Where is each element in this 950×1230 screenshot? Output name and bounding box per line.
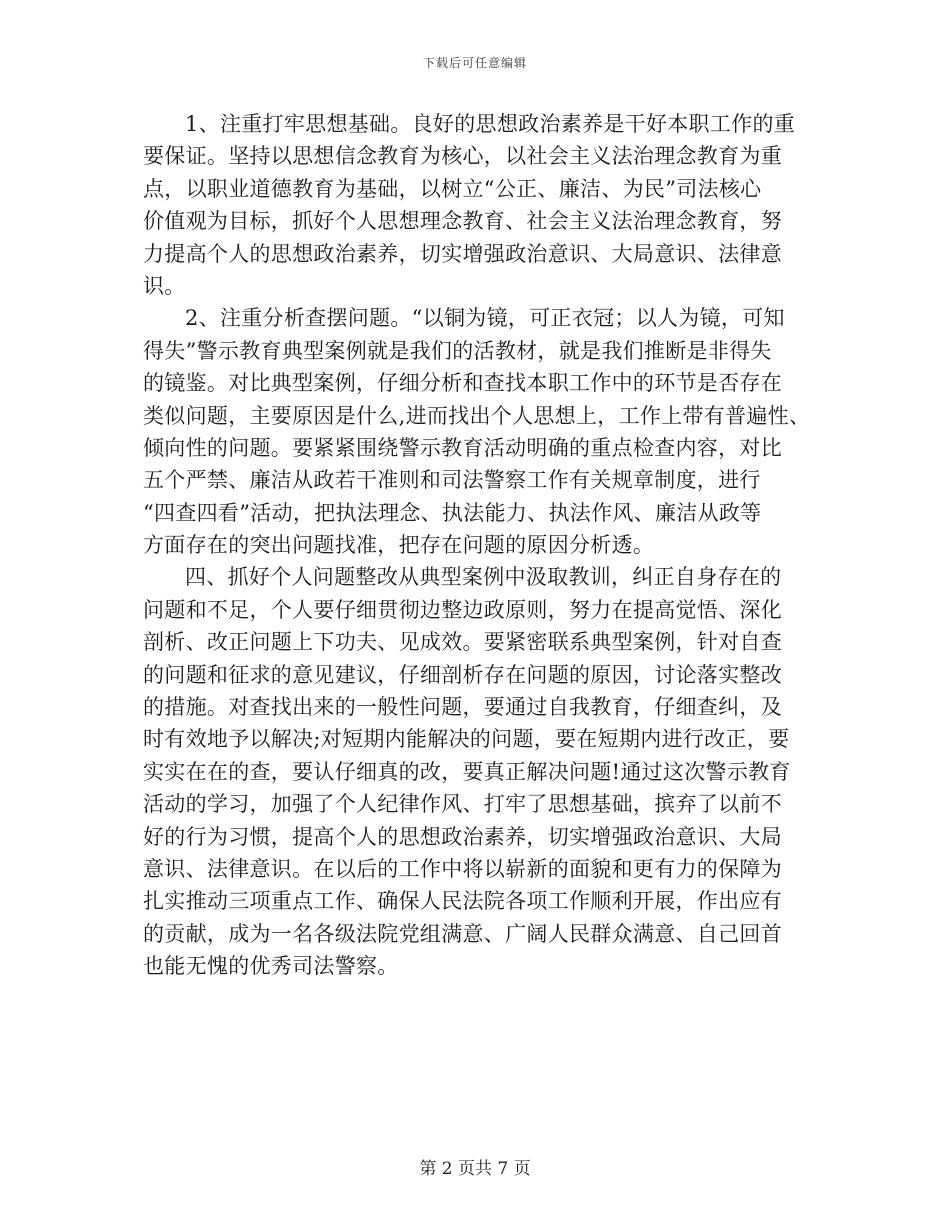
paragraph-line: 也能无愧的优秀司法警察。	[143, 954, 399, 979]
page-number: 第 2 页共 7 页	[419, 1159, 531, 1179]
paragraph-line: 四、抓好个人问题整改从典型案例中汲取教训，纠正自身存在的	[185, 565, 782, 590]
paragraph-line: “四查四看”活动，把执法理念、执法能力、执法作风、廉洁从政等	[143, 500, 762, 525]
paragraph-line: 五个严禁、廉洁从政若干准则和司法警察工作有关规章制度，进行	[143, 468, 761, 493]
paragraph-line: 价值观为目标，抓好个人思想理念教育、社会主义法治理念教育，努	[143, 209, 782, 234]
paragraph-line: 扎实推动三项重点工作、确保人民法院各项工作顺利开展，作出应有	[143, 889, 782, 914]
paragraph-line: 的措施。对查找出来的一般性问题，要通过自我教育，仔细查纠，及	[143, 695, 782, 720]
paragraph-line: 问题和不足，个人要仔细贯彻边整边政原则，努力在提高觉悟、深化	[143, 597, 782, 622]
paragraph-line: 类似问题，主要原因是什么,进而找出个人思想上，工作上带有普遍性、	[143, 403, 811, 428]
paragraph-line: 得失”警示教育典型案例就是我们的活教材，就是我们推断是非得失	[143, 338, 772, 363]
paragraph-line: 1、注重打牢思想基础。良好的思想政治素养是干好本职工作的重	[185, 112, 796, 136]
page-header: 下载后可任意编辑	[422, 56, 527, 70]
paragraph-line: 方面存在的突出问题找准，把存在问题的原因分析透。	[143, 533, 655, 558]
paragraph-line: 实实在在的查，要认仔细真的改，要真正解决问题!通过这次警示教育	[143, 759, 791, 784]
paragraph-line: 倾向性的问题。要紧紧围绕警示教育活动明确的重点检查内容，对比	[143, 435, 782, 460]
paragraph-line: 力提高个人的思想政治素养，切实增强政治意识、大局意识、法律意	[143, 241, 782, 266]
paragraph-line: 2、注重分析查摆问题。“以铜为镜，可正衣冠；以人为镜，可知	[185, 306, 785, 331]
paragraph-line: 剖析、改正问题上下功夫、见成效。要紧密联系典型案例，针对自查	[143, 630, 782, 655]
paragraph-line: 的镜鉴。对比典型案例，仔细分析和查找本职工作中的环节是否存在	[143, 371, 782, 396]
paragraph-line: 的贡献，成为一名各级法院党组满意、广阔人民群众满意、自己回首	[143, 921, 782, 946]
paragraph-line: 的问题和征求的意见建议，仔细剖析存在问题的原因，讨论落实整改	[143, 662, 782, 687]
paragraph-line: 点，以职业道德教育为基础，以树立“公正、廉洁、为民”司法核心	[143, 176, 762, 201]
paragraph-line: 意识、法律意识。在以后的工作中将以崭新的面貌和更有力的保障为	[143, 856, 782, 881]
paragraph-line: 识。	[143, 273, 186, 298]
paragraph-line: 好的行为习惯，提高个人的思想政治素养，切实增强政治意识、大局	[143, 824, 782, 849]
document-body	[143, 108, 815, 983]
paragraph-line: 要保证。坚持以思想信念教育为核心，以社会主义法治理念教育为重	[143, 144, 782, 169]
paragraph-line: 时有效地予以解决;对短期内能解决的问题，要在短期内进行改正，要	[143, 727, 790, 752]
paragraph-line: 活动的学习，加强了个人纪律作风、打牢了思想基础，摈弃了以前不	[143, 792, 782, 817]
